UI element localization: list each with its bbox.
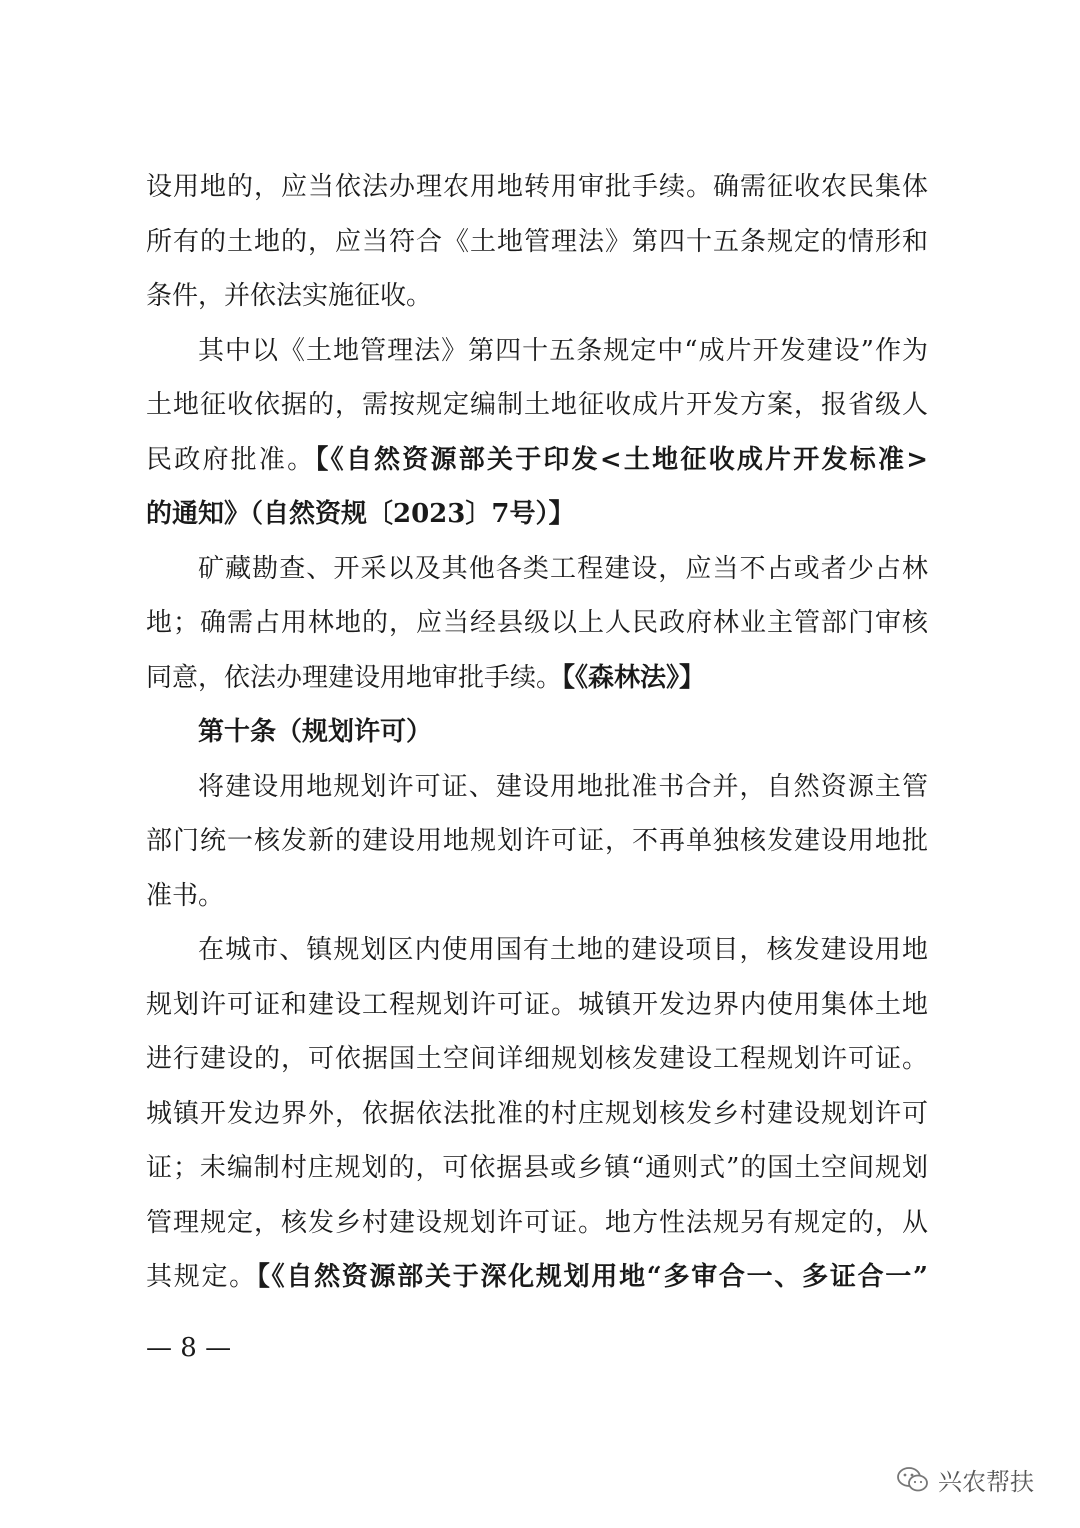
line-text: 证；未编制村庄规划的，可依据县或乡镇“通则式”的国土空间规划: [146, 1153, 928, 1183]
citation-text: 【《森林法》】: [562, 662, 706, 693]
document-body: [146, 160, 928, 1305]
citation-text: 【《自然资源部关于深化规划用地“多审合一、多证合一”: [256, 1262, 928, 1292]
line-text: 进行建设的，可依据国土空间详细规划核发建设工程规划许可证。: [146, 1044, 928, 1074]
line-text: 民政府批准。: [146, 444, 316, 475]
text-line: [146, 215, 928, 270]
text-line: [146, 324, 928, 379]
line-text: 其规定。: [146, 1262, 257, 1292]
line-text: 城镇开发边界外，依据依法批准的村庄规划核发乡村建设规划许可: [146, 1098, 928, 1129]
text-line: [146, 1196, 928, 1251]
text-line: [146, 923, 928, 978]
line-text: 所有的土地的，应当符合《土地管理法》第四十五条规定的情形和: [146, 226, 928, 257]
watermark: [896, 1462, 1034, 1497]
line-text: 矿藏勘查、开采以及其他各类工程建设，应当不占或者少占林: [198, 553, 928, 584]
section-heading: 第十条（规划许可）: [198, 717, 433, 747]
watermark-text: 兴农帮扶: [938, 1468, 1034, 1496]
line-text: 同意，依法办理建设用地审批手续。: [146, 662, 563, 693]
text-line: [146, 378, 928, 433]
text-line: [146, 1032, 928, 1087]
line-text: 在城市、镇规划区内使用国有土地的建设项目，核发建设用地: [198, 935, 928, 965]
text-line: [146, 869, 928, 924]
page-number: — 8 —: [146, 1333, 232, 1363]
line-text: 设用地的，应当依法办理农用地转用审批手续。确需征收农民集体: [146, 172, 928, 202]
text-line: [146, 269, 928, 324]
line-text: 土地征收依据的，需按规定编制土地征收成片开发方案，报省级人: [146, 390, 928, 420]
text-line: [146, 1141, 928, 1196]
citation-text: 【《自然资源部关于印发<土地征收成片开发标准>: [315, 444, 928, 475]
citation-text: 的通知》（自然资规〔2023〕7号）】: [146, 499, 575, 529]
text-line: [146, 487, 928, 542]
line-text: 规划许可证和建设工程规划许可证。城镇开发边界内使用集体土地: [146, 989, 928, 1020]
text-line: [146, 433, 928, 488]
line-text: 将建设用地规划许可证、建设用地批准书合并，自然资源主管: [198, 771, 928, 802]
text-line: [146, 651, 928, 706]
line-text: 条件，并依法实施征收。: [146, 281, 433, 311]
wechat-icon: [896, 1465, 930, 1495]
text-line: [146, 978, 928, 1033]
line-text: 其中以《土地管理法》第四十五条规定中“成片开发建设”作为: [198, 335, 928, 366]
line-text: 管理规定，核发乡村建设规划许可证。地方性法规另有规定的，从: [146, 1207, 928, 1238]
text-line: [146, 596, 928, 651]
text-line: [146, 814, 928, 869]
text-line: [146, 160, 928, 215]
text-line: [146, 542, 928, 597]
text-line: [146, 1250, 928, 1305]
line-text: 准书。: [146, 880, 225, 911]
text-line: [146, 760, 928, 815]
line-text: 部门统一核发新的建设用地规划许可证，不再单独核发建设用地批: [146, 826, 928, 856]
text-line: [146, 1087, 928, 1142]
line-text: 地；确需占用林地的，应当经县级以上人民政府林业主管部门审核: [146, 608, 928, 638]
